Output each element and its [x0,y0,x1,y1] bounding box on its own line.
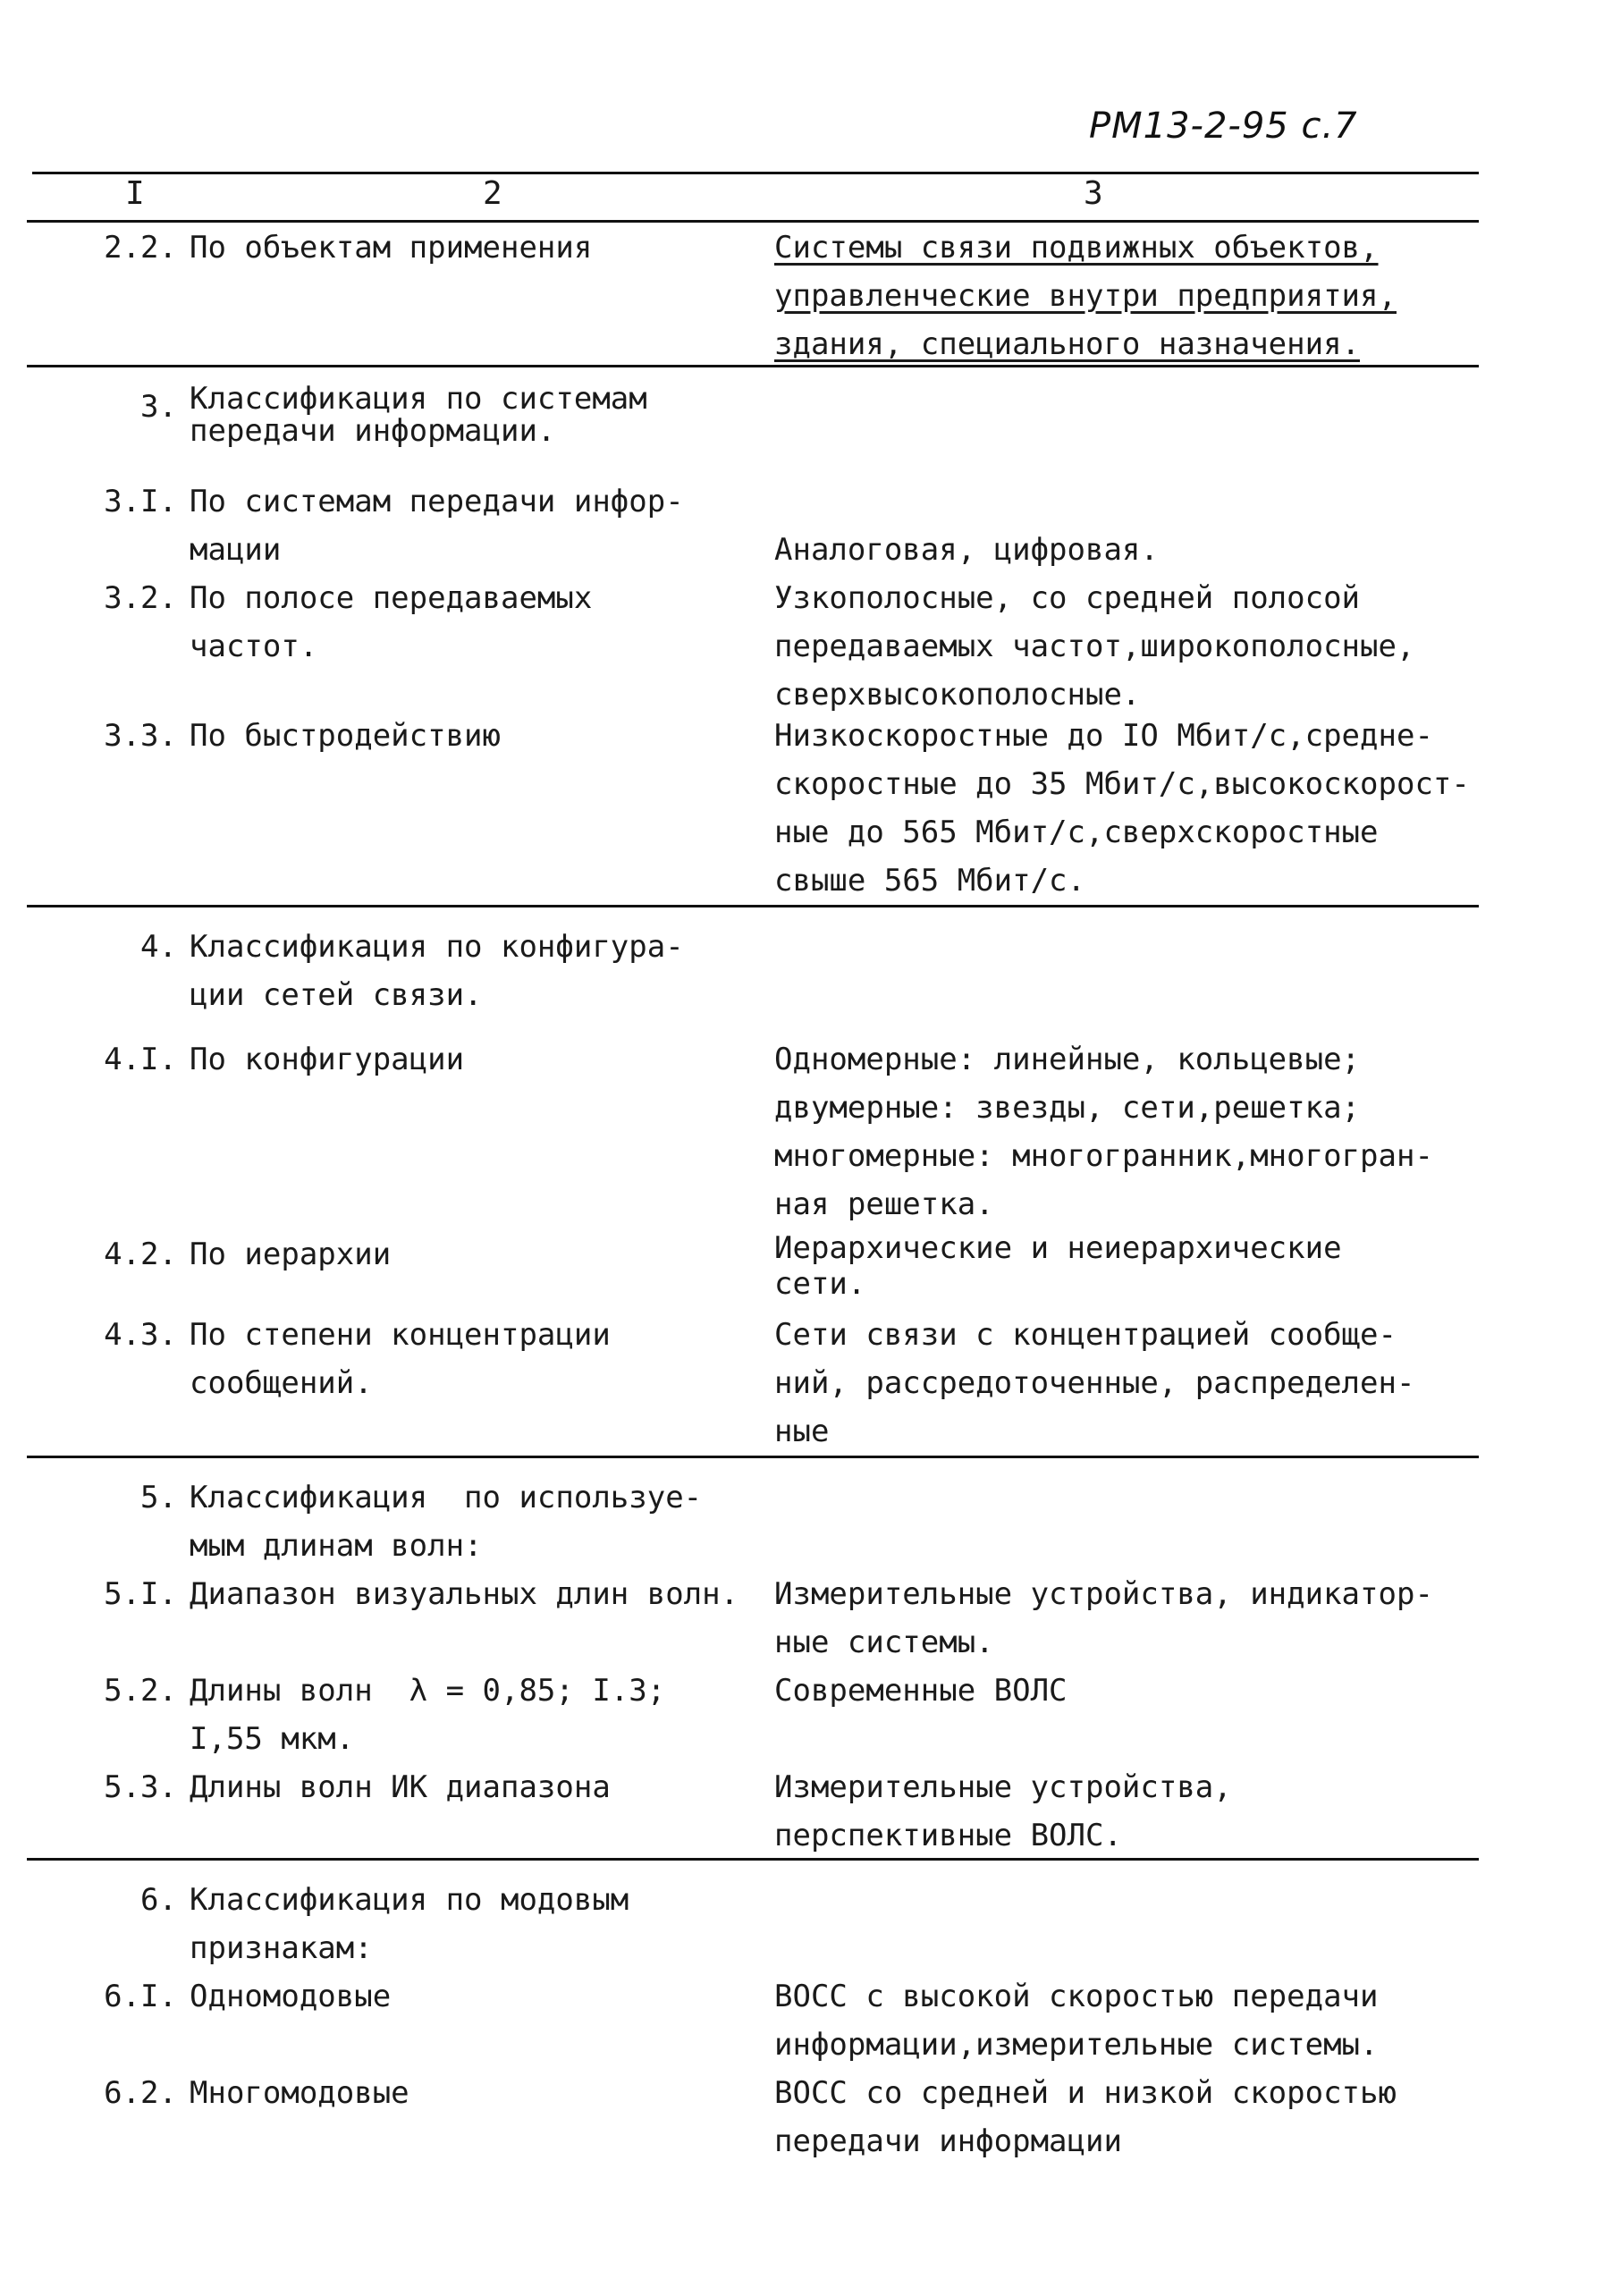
row-name: Диапазон визуальных длин волн. [190,1576,739,1612]
row-name: По конфигурации [190,1042,465,1077]
section-number: 3. [140,389,177,425]
section-rule [27,1456,1479,1458]
section-title: Классификация по системам передачи информации. [190,381,647,449]
row-number: 6.I. [104,1979,177,2014]
row-name: Длины волн λ = 0,85; I.3; I,55 мкм. [190,1673,666,1757]
row-description: ВОСС со средней и низкой скоростью передачи информации [774,2075,1397,2159]
row-name: По объектам применения [190,230,593,266]
section-title: Классификация по модовым признакам: [190,1882,629,1966]
row-number: 3.2. [104,580,177,616]
row-number: 5.I. [104,1576,177,1612]
row-description: ВОСС с высокой скоростью передачи информации,измерительные системы. [774,1979,1379,2063]
row-name: По быстродействию [190,718,501,754]
row-description: Современные ВОЛС [774,1673,1068,1709]
row-description: Аналоговая, цифровая. [774,532,1159,568]
row-name: По полосе передаваемых частот. [190,580,593,664]
row-name: По системам передачи инфор- мации [190,484,684,568]
row-description: Сети связи с концентрацией сообще- ний, рассредоточенные, распределен- ные [774,1317,1415,1449]
row-name: Одномодовые [190,1979,392,2014]
row-number: 3.I. [104,484,177,519]
row-number: 3.3. [104,718,177,754]
row-name: По иерархии [190,1237,392,1272]
table-top-rule [32,172,1479,174]
section-number: 6. [140,1882,177,1918]
row-name: Длины волн ИК диапазона [190,1769,611,1805]
row-description: Узкополосные, со средней полосой передаваемых частот,широкополосные, сверхвысокополосные. [774,580,1415,713]
row-description: Иерархические и неиерархические сети. [774,1230,1342,1302]
row-description: Измерительные устройства, индикатор- ные системы. [774,1576,1433,1660]
row-name: По степени концентрации сообщений. [190,1317,611,1401]
row-number: 4.3. [104,1317,177,1353]
section-title: Классификация по конфигура- ции сетей связи. [190,929,684,1013]
col-head-3: 3 [1084,175,1103,212]
section-rule [27,905,1479,907]
section-number: 4. [140,929,177,965]
col-head-2: 2 [483,175,502,212]
col-head-1: I [125,175,145,212]
section-rule [27,365,1479,367]
section-rule [27,1858,1479,1861]
row-description: Системы связи подвижных объектов, управленческие внутри предприятия, здания, специального назначения. [774,230,1397,362]
row-number: 2.2. [104,230,177,266]
row-description: Низкоскоростные до IO Мбит/с,средне- скоростные до 35 Мбит/с,высокоскорост- ные до 565 Мбит/с,сверхскоростные свыше 565 Мбит/с. [774,718,1470,899]
doc-code: РМ13-2-95 с.7 [1089,106,1358,147]
header-bottom-rule [27,220,1479,223]
row-number: 4.2. [104,1237,177,1272]
row-number: 5.3. [104,1769,177,1805]
section-number: 5. [140,1480,177,1515]
row-description: Измерительные устройства, перспективные ВОЛС. [774,1769,1232,1853]
row-name: Многомодовые [190,2075,409,2111]
row-number: 4.I. [104,1042,177,1077]
row-description: Одномерные: линейные, кольцевые; двумерные: звезды, сети,решетка; многомерные: многогранник,многогран- ная решетка. [774,1042,1433,1222]
row-number: 6.2. [104,2075,177,2111]
row-number: 5.2. [104,1673,177,1709]
section-title: Классификация по используе- мым длинам волн: [190,1480,703,1564]
